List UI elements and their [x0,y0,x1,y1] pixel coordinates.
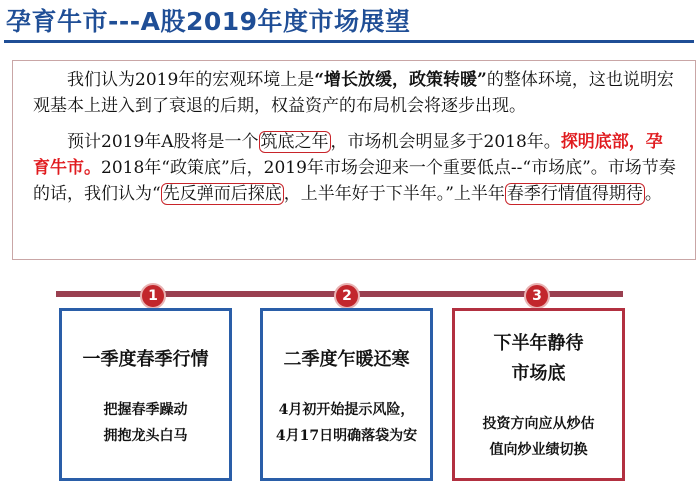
card-h2-line-2: 值向炒业绩切换 [489,442,588,458]
highlight-spring-rally: 春季行情值得期待 [506,184,643,204]
p2-text-b: ，市场机会明显多于2018年。 [330,132,561,152]
p2-text-d: ，上半年好于下半年。”上半年 [283,184,505,204]
card-q2-line-2: 4月17日明确落袋为安 [275,428,418,444]
p1-text-after: 的整体环境，这也说明宏观基本上进入到了衰退的后期，权益资产的布局机会将逐步出现。 [33,70,674,116]
card-q2-body [263,397,430,449]
p2-text-c: 2018年“政策底”后，2019年市场会迎来一个重要低点--“市场底”。市场节奏的话，我们认为“ [33,158,676,204]
p1-text-before: 我们认为2019年的宏观环境上是 [67,70,315,90]
summary-paragraph-1 [33,67,677,119]
card-q1-line-2: 拥抱龙头白马 [103,428,188,444]
card-q2-heading: 二季度乍暖还寒 [283,349,410,370]
p1-emphasis: “增长放缓，政策转暖” [314,70,487,90]
summary-text-box [12,60,696,260]
card-q1-line-1: 把握春季躁动 [103,402,188,418]
timeline-marker-3: 3 [524,283,550,309]
highlight-rebound-then-bottom: 先反弹而后探底 [162,184,282,204]
card-q2 [260,308,433,481]
card-h2-line-1: 投资方向应从炒估 [482,416,595,432]
card-q1-heading: 一季度春季行情 [82,349,209,370]
timeline-marker-2: 2 [334,283,360,309]
card-q1-body [62,397,229,449]
title-underline [4,40,694,43]
card-h2-body [455,411,622,463]
p2-red-emphasis: 探明底部，孕育牛市。 [33,132,663,178]
card-h2-heading-2: 市场底 [511,363,566,384]
highlight-bottoming-year: 筑底之年 [260,132,329,152]
timeline-marker-1: 1 [140,283,166,309]
page-title: 孕育牛市---A股2019年度市场展望 [6,7,411,36]
card-q2-line-1: 4月初开始提示风险， [278,402,415,418]
summary-paragraph-2 [33,129,677,207]
card-h2-heading-1: 下半年静待 [493,333,584,354]
card-h2 [452,308,625,481]
p2-text-a: 预计2019年A股将是一个 [67,132,259,152]
card-q1 [59,308,232,481]
p2-text-e: 。 [644,184,662,204]
